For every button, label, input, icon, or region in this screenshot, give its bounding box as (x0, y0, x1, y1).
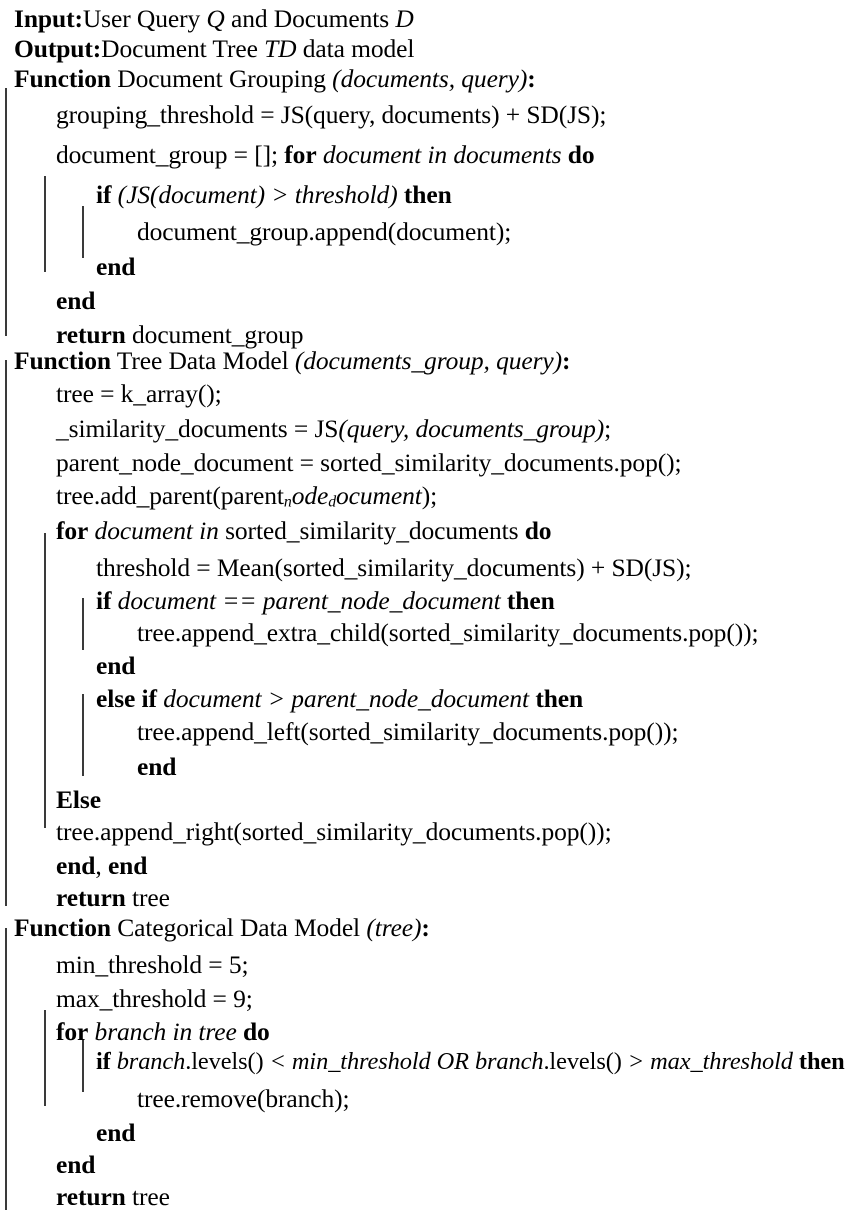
output-line (14, 36, 414, 62)
output-var-td: TD (264, 34, 297, 63)
if-levels-call-2: .levels() (543, 1048, 628, 1075)
stmt-end-else-if (137, 754, 176, 780)
stmt-end-for-f3 (56, 1152, 95, 1178)
keyword-end: end (56, 1150, 96, 1179)
stmt-end-if-f1 (96, 254, 135, 280)
keyword-end: end (96, 1118, 136, 1147)
return-value: document_group (132, 320, 304, 349)
stmt-text: tree.append_right(sorted_similarity_documents.pop()); (56, 817, 612, 846)
stmt-for-branch-in-tree (56, 1019, 270, 1045)
stmt-subscript-d: d (328, 493, 337, 511)
stmt-tree-add-parent (56, 483, 437, 511)
input-text-2: and Documents (224, 4, 396, 33)
stmt-append-extra-child (137, 620, 759, 646)
stmt-if-js-document (96, 182, 452, 208)
stmt-else (56, 787, 101, 813)
stmt-args: (query, documents_group) (338, 414, 605, 443)
stmt-append-left (137, 719, 678, 745)
stmt-text: document_group.append(document); (137, 217, 512, 246)
output-text-1: Document Tree (101, 34, 265, 63)
function-name: Document Grouping (117, 64, 326, 93)
function-document-grouping-header (14, 66, 536, 92)
function-params: (documents, query) (332, 64, 528, 93)
input-var-query: Q (206, 4, 225, 33)
stmt-max-threshold (56, 986, 253, 1012)
keyword-end: end (96, 651, 136, 680)
stmt-italic-ode: ode (291, 481, 329, 510)
return-value: tree (132, 883, 170, 912)
indent-rule-f3-level1 (5, 928, 7, 1210)
stmt-end-if-f3 (96, 1120, 135, 1146)
stmt-subscript-n: n (283, 493, 292, 511)
function-categorical-data-model-header (14, 915, 430, 941)
for-collection: sorted_similarity_documents (225, 516, 519, 545)
keyword-for: for (56, 516, 89, 545)
keyword-for: for (56, 1017, 89, 1046)
stmt-for-document-sorted (56, 518, 551, 544)
keyword-return: return (56, 320, 126, 349)
function-colon: : (562, 346, 571, 375)
if-operand-branch-2: branch (474, 1048, 544, 1075)
indent-rule-f1-level3 (82, 206, 84, 258)
stmt-text: tree.append_extra_child(sorted_similarity_documents.pop()); (137, 618, 759, 647)
stmt-end-if-eq (96, 653, 135, 679)
stmt-text: threshold = Mean(sorted_similarity_documents) + SD(JS); (96, 553, 692, 582)
keyword-for: for (284, 140, 317, 169)
indent-rule-f2-level1 (5, 360, 7, 906)
stmt-text: parent_node_document = sorted_similarity_documents.pop(); (56, 448, 682, 477)
stmt-text: grouping_threshold = JS(query, documents) + SD(JS); (56, 100, 607, 129)
function-keyword: Function (14, 346, 111, 375)
if-condition: (JS(document) > threshold) (117, 180, 398, 209)
indent-rule-f2-level2 (44, 533, 46, 828)
function-name: Tree Data Model (116, 346, 289, 375)
stmt-append-document (137, 219, 511, 245)
if-min-comparison: < min_threshold OR (269, 1048, 475, 1075)
stmt-if-document-eq-parent (96, 588, 555, 614)
keyword-else-capital: Else (56, 785, 101, 814)
indent-rule-f3-level2 (44, 1010, 46, 1106)
if-levels-call-1: .levels() (185, 1048, 270, 1075)
stmt-tree-k-array (56, 381, 222, 407)
stmt-return-tree-f3 (56, 1184, 170, 1210)
for-iterator: document in documents (322, 140, 562, 169)
function-params: (documents_group, query) (294, 346, 563, 375)
keyword-end: end (56, 286, 96, 315)
keyword-then: then (403, 180, 452, 209)
keyword-if: if (96, 1048, 111, 1075)
stmt-grouping-threshold (56, 102, 606, 128)
function-name: Categorical Data Model (117, 913, 361, 942)
function-params: (tree) (366, 913, 422, 942)
stmt-else-if-document-gt-parent (96, 686, 583, 712)
stmt-text: tree.remove(branch); (137, 1084, 350, 1113)
input-line (14, 6, 414, 32)
function-tree-data-model-header (14, 348, 570, 374)
stmt-text: tree = k_array(); (56, 379, 222, 408)
function-keyword: Function (14, 64, 111, 93)
keyword-if: if (141, 684, 157, 713)
stmt-return-document-group (56, 322, 303, 348)
stmt-text: max_threshold = 9; (56, 984, 253, 1013)
input-label: Input: (14, 4, 83, 33)
for-iterator: document in (94, 516, 219, 545)
function-colon: : (421, 913, 430, 942)
keyword-do: do (524, 516, 552, 545)
keyword-if: if (96, 180, 112, 209)
indent-rule-f1-level2 (44, 176, 46, 272)
stmt-text: tree.append_left(sorted_similarity_documents.pop()); (137, 717, 679, 746)
stmt-min-threshold (56, 952, 249, 978)
input-var-documents: D (395, 4, 414, 33)
indent-rule-f3-level3 (82, 1040, 84, 1092)
stmt-italic-ocument: ocument (336, 481, 422, 510)
stmt-if-branch-levels (96, 1050, 845, 1074)
keyword-end: end (107, 851, 148, 880)
keyword-then: then (535, 684, 584, 713)
keyword-return: return (56, 1182, 126, 1211)
comma-separator: , (95, 851, 102, 880)
function-colon: : (527, 64, 536, 93)
if-max-comparison: > max_threshold (627, 1048, 793, 1075)
if-condition: document == parent_node_document (117, 586, 501, 615)
stmt-return-tree-f2 (56, 885, 170, 911)
indent-rule-f1-level1 (5, 88, 7, 336)
keyword-end: end (56, 851, 96, 880)
keyword-end: end (96, 252, 136, 281)
stmt-parent-node-document (56, 450, 682, 476)
keyword-else: else (96, 684, 136, 713)
function-keyword: Function (14, 913, 111, 942)
keyword-do: do (567, 140, 595, 169)
keyword-then: then (506, 586, 555, 615)
stmt-terminator: ); (421, 481, 438, 510)
input-text-1: User Query (82, 4, 207, 33)
stmt-similarity-documents (56, 416, 611, 442)
stmt-end-for-f1 (56, 288, 95, 314)
keyword-if: if (96, 586, 112, 615)
stmt-append-right (56, 819, 612, 845)
indent-rule-f2-level3a (82, 598, 84, 650)
stmt-threshold-mean (96, 555, 692, 581)
if-condition: document > parent_node_document (163, 684, 530, 713)
stmt-text: min_threshold = 5; (56, 950, 249, 979)
keyword-end: end (137, 752, 177, 781)
stmt-text: tree.add_parent(parent (56, 481, 284, 510)
keyword-return: return (56, 883, 126, 912)
for-iterator: branch in tree (94, 1017, 237, 1046)
indent-rule-f2-level3b (82, 694, 84, 776)
keyword-do: do (242, 1017, 270, 1046)
stmt-text: document_group = []; (56, 140, 285, 169)
output-label: Output: (14, 34, 102, 63)
stmt-end-comma-end (56, 853, 147, 879)
stmt-text: _similarity_documents = JS (56, 414, 339, 443)
stmt-tree-remove-branch (137, 1086, 350, 1112)
stmt-document-group-for (56, 142, 595, 168)
if-operand-branch-1: branch (116, 1048, 186, 1075)
output-text-2: data model (296, 34, 415, 63)
keyword-then: then (798, 1048, 845, 1075)
stmt-terminator: ; (604, 414, 612, 443)
return-value: tree (132, 1182, 170, 1211)
